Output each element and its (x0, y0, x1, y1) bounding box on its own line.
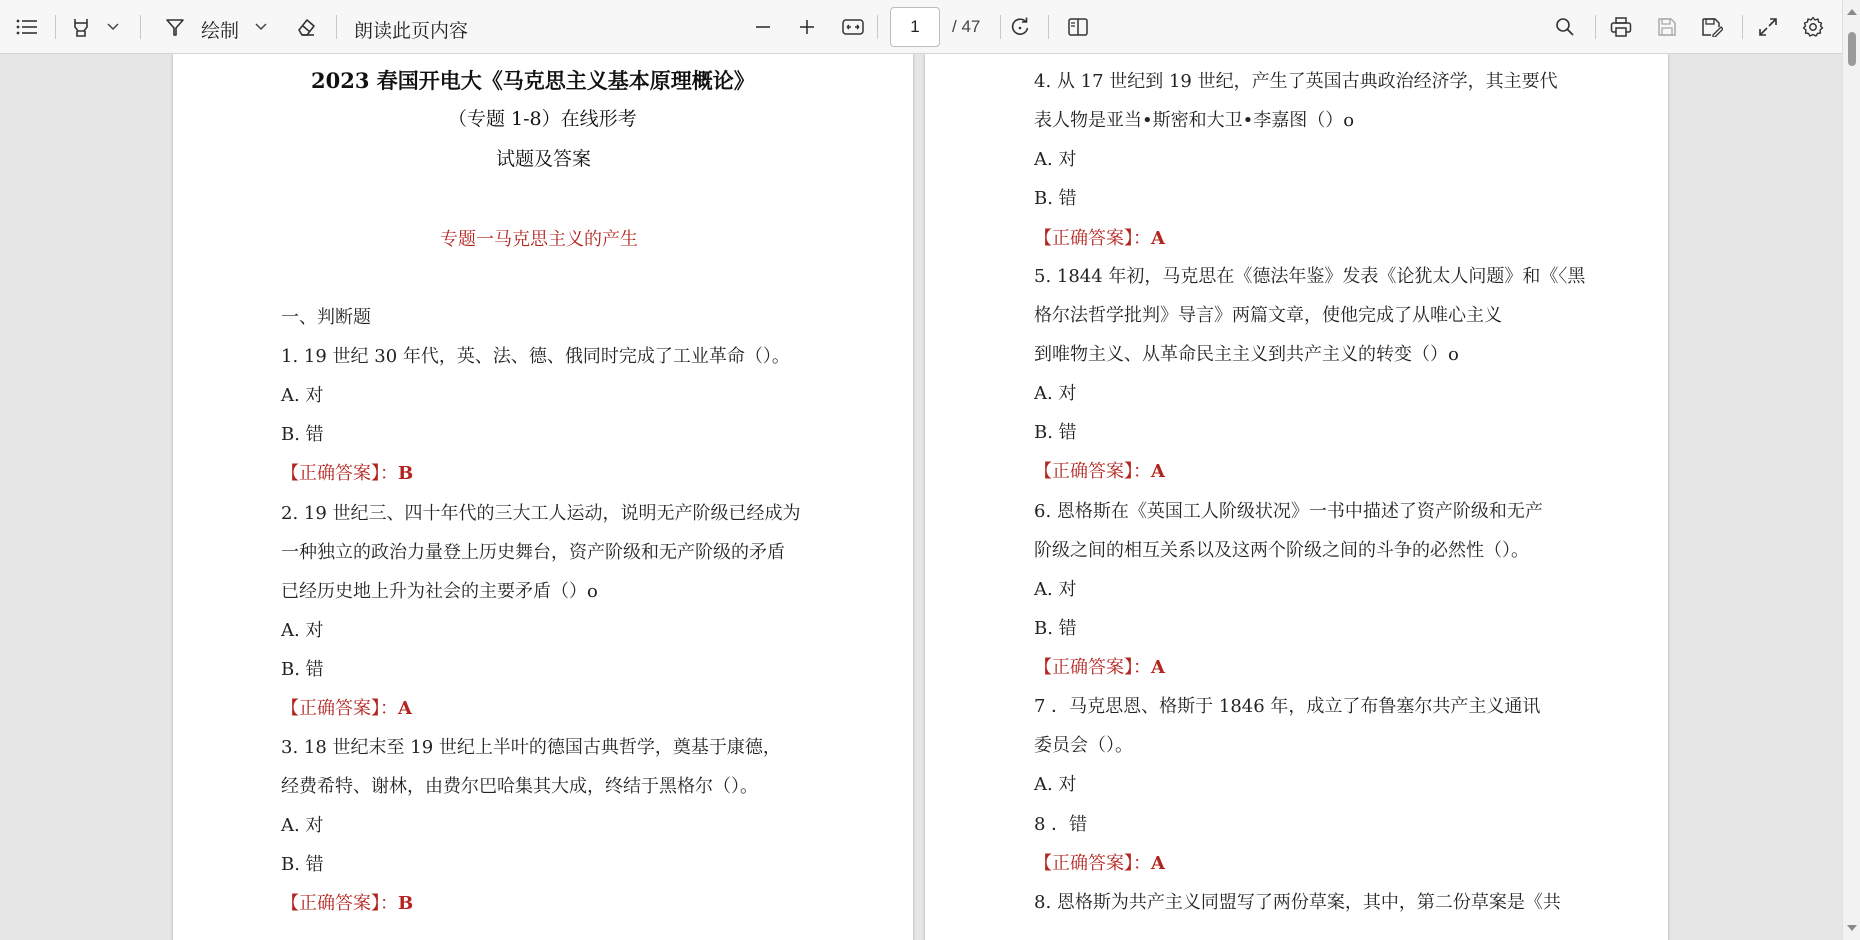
pdf-toolbar (0, 0, 1860, 54)
pdf-page-2 (925, 54, 1668, 940)
part-heading: 一、判断题 (281, 307, 371, 328)
option-b: B. 错 (1034, 422, 1077, 443)
question-line: 到唯物主义、从革命民主主义到共产主义的转变（）o (1034, 344, 1459, 365)
document-viewport[interactable] (0, 54, 1842, 940)
option-a: A. 对 (281, 815, 324, 836)
draw-pen-icon[interactable] (156, 8, 194, 46)
document-subtitle: （专题 1-8）在线形考 (448, 108, 637, 130)
answer-line: 【正确答案】：B (281, 463, 414, 484)
answer-letter: B (398, 463, 414, 484)
zoom-in-icon[interactable] (788, 8, 826, 46)
answer-line: 【正确答案】：A (1034, 461, 1165, 482)
highlight-icon[interactable] (62, 8, 100, 46)
question-line: 阶级之间的相互关系以及这两个阶级之间的斗争的必然性（）。 (1034, 540, 1529, 561)
answer-line: 【正确答案】：A (1034, 853, 1165, 874)
answer-line: 【正确答案】：A (281, 698, 412, 719)
zoom-out-icon[interactable] (744, 8, 782, 46)
answer-line: 【正确答案】：B (281, 893, 414, 914)
question-line: 6. 恩格斯在《英国工人阶级状况》一书中描述了资产阶级和无产 (1034, 501, 1543, 522)
question-line: 委员会（）。 (1034, 735, 1133, 756)
page-view-icon[interactable] (1059, 8, 1097, 46)
fullscreen-icon[interactable] (1749, 8, 1787, 46)
question-line: 1. 19 世纪 30 年代，英、法、德、俄同时完成了工业革命（）。 (281, 346, 790, 367)
search-icon[interactable] (1546, 8, 1584, 46)
answer-letter: B (398, 893, 414, 914)
option-b: B. 错 (1034, 188, 1077, 209)
question-line: 7 ．马克思恩、格斯于 1846 年，成立了布鲁塞尔共产主义通讯 (1034, 696, 1541, 717)
contents-list-icon[interactable] (8, 8, 46, 46)
option-a: A. 对 (1034, 149, 1077, 170)
question-line: 4. 从 17 世纪到 19 世纪，产生了英国古典政治经济学，其主要代 (1034, 71, 1558, 92)
settings-gear-icon[interactable] (1794, 8, 1832, 46)
page-number-input[interactable]: 1 (890, 7, 940, 47)
pdf-page-1 (173, 54, 913, 940)
scrollbar-thumb[interactable] (1848, 32, 1856, 66)
option-a: A. 对 (1034, 383, 1077, 404)
scroll-down-arrow-icon[interactable] (1847, 925, 1857, 931)
toolbar-divider (55, 15, 56, 39)
vertical-scrollbar[interactable] (1842, 0, 1860, 940)
option-b: B. 错 (281, 424, 324, 445)
answer-line: 【正确答案】：A (1034, 228, 1165, 249)
document-title: 2023 春国开电大《马克思主义基本原理概论》 (311, 68, 755, 93)
option-a: A. 对 (1034, 774, 1077, 795)
print-icon[interactable] (1602, 8, 1640, 46)
option-b: B. 错 (281, 659, 324, 680)
eraser-icon[interactable] (287, 8, 325, 46)
toolbar-divider (1742, 15, 1743, 39)
question-line: 表人物是亚当•斯密和大卫•李嘉图（）o (1034, 110, 1355, 131)
toolbar-divider (140, 15, 141, 39)
answer-letter: A (398, 698, 412, 719)
save-icon[interactable] (1648, 8, 1686, 46)
question-line: 格尔法哲学批判》导言》两篇文章，使他完成了从唯心主义 (1034, 305, 1502, 326)
question-line: 5. 1844 年初，马克思在《德法年鉴》发表《论犹太人问题》和《〈黑 (1034, 266, 1586, 287)
scroll-up-arrow-icon[interactable] (1847, 9, 1857, 15)
draw-label[interactable]: 绘制 (201, 20, 240, 42)
rotate-icon[interactable] (1001, 8, 1039, 46)
chevron-down-icon[interactable] (252, 18, 270, 36)
fit-width-icon[interactable] (834, 8, 872, 46)
chevron-down-icon[interactable] (104, 18, 122, 36)
option-b: B. 错 (1034, 618, 1077, 639)
question-line: 已经历史地上升为社会的主要矛盾（）o (281, 581, 598, 602)
question-line: 8. 恩格斯为共产主义同盟写了两份草案，其中，第二份草案是《共 (1034, 892, 1561, 913)
toolbar-divider (1048, 15, 1049, 39)
toolbar-divider (336, 15, 337, 39)
save-as-icon[interactable] (1693, 8, 1731, 46)
document-subtitle-2: 试题及答案 (496, 148, 592, 170)
question-line: 经费希特、谢林，由费尔巴哈集其大成，终结于黑格尔（）。 (281, 776, 758, 797)
option-a: A. 对 (1034, 579, 1077, 600)
toolbar-divider (877, 15, 878, 39)
answer-letter: A (1151, 228, 1165, 249)
option-a: A. 对 (281, 385, 324, 406)
section-heading: 专题一马克思主义的产生 (440, 229, 638, 250)
answer-letter: A (1151, 657, 1165, 678)
answer-letter: A (1151, 461, 1165, 482)
question-line: 一种独立的政治力量登上历史舞台，资产阶级和无产阶级的矛盾 (281, 542, 785, 563)
answer-letter: A (1151, 853, 1165, 874)
option-b: 8 ．错 (1034, 814, 1088, 835)
option-a: A. 对 (281, 620, 324, 641)
read-aloud-button[interactable]: 朗读此页内容 (354, 20, 469, 42)
toolbar-divider (1595, 15, 1596, 39)
option-b: B. 错 (281, 854, 324, 875)
question-line: 2. 19 世纪三、四十年代的三大工人运动，说明无产阶级已经成为 (281, 503, 801, 524)
page-total: / 47 (952, 17, 981, 36)
question-line: 3. 18 世纪末至 19 世纪上半叶的德国古典哲学，奠基于康德， (281, 737, 781, 758)
answer-line: 【正确答案】：A (1034, 657, 1165, 678)
